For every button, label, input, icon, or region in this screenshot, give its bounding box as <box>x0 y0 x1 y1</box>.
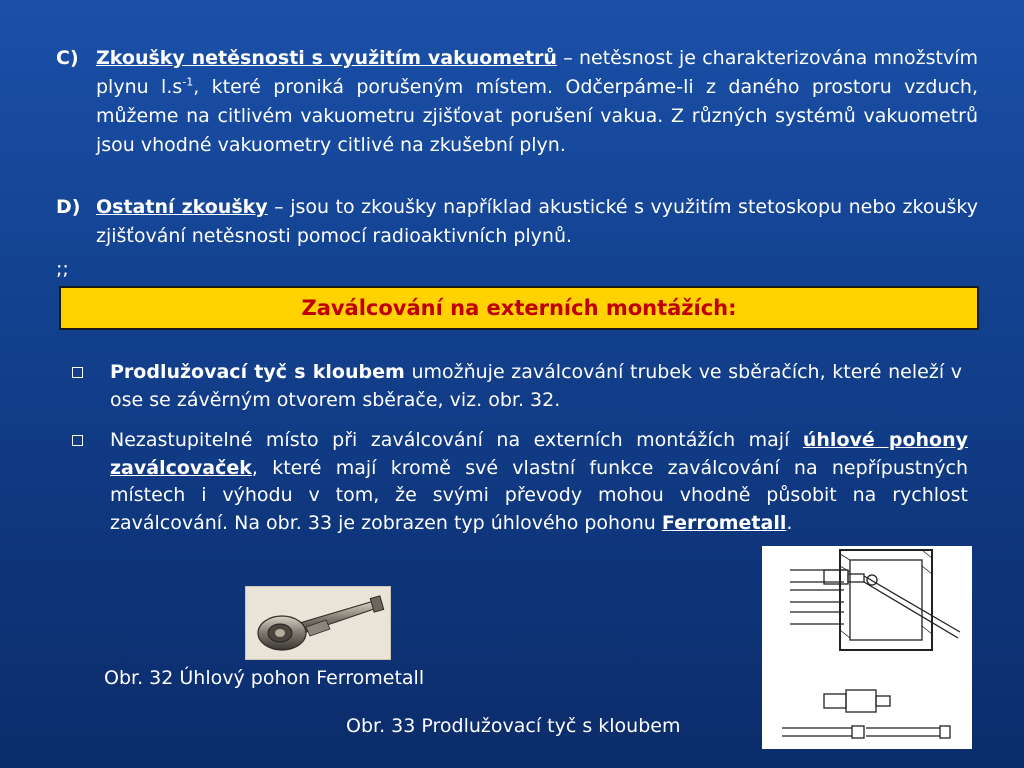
bullet-2-body-3: . <box>786 511 793 534</box>
item-d-title: Ostatní zkoušky <box>96 196 268 218</box>
item-c-body-1: – netěsnost je charakterizována množstvím plynu l.s <box>96 47 979 98</box>
item-c-superscript: -1 <box>182 75 194 89</box>
item-d-text <box>96 193 978 251</box>
dots-text: ;; <box>56 258 69 280</box>
item-d <box>56 193 978 251</box>
bullet-1-bold: Prodlužovací tyč s kloubem <box>110 361 405 383</box>
angle-drive-image <box>246 587 390 659</box>
bullet-2-text <box>110 427 968 537</box>
item-d-body: – jsou to zkoušky například akustické s využitím stetoskopu nebo zkoušky zjišťování netěsnosti pomocí radioaktivních plynů. <box>96 196 978 247</box>
item-c-body-2: , které proniká porušeným místem. Odčerpáme-li z daného prostoru vzduch, můžeme na citlivém vakuometru zjišťovat porušení vakua. Z různých systémů vakuometrů jsou vhodné vakuometry citlivé na zkušební plyn. <box>96 76 978 156</box>
item-c-title: Zkoušky netěsnosti s využitím vakuometrů <box>96 47 557 69</box>
angle-drive-photo <box>245 586 391 660</box>
bullet-2-body-1: Nezastupitelné místo při zaválcování na externích montážích mají <box>110 429 803 451</box>
section-banner <box>59 286 979 330</box>
bullet-2-body-2: , které mají kromě své vlastní funkce zaválcování na nepřípustných místech i výhodu v tom, že svými převody mohou vhodně působit na rychlost zaválcování. Na obr. 33 je zobrazen typ úhlového pohonu <box>110 456 968 534</box>
link-uhlove-pohony[interactable]: úhlové pohony zaválcovaček <box>110 429 968 479</box>
bullet-item-2 <box>72 427 968 537</box>
extension-rod-diagram <box>762 546 972 749</box>
section-banner-title: Zaválcování na externích montážích: <box>301 296 737 320</box>
item-c <box>56 44 978 160</box>
figure-33-caption: Obr. 33 Prodlužovací tyč s kloubem <box>346 715 681 737</box>
bullet-item-1 <box>72 359 962 414</box>
link-ferrometall[interactable]: Ferrometall <box>661 511 787 534</box>
checkbox-bullet-icon <box>72 367 83 378</box>
item-c-letter: C) <box>56 47 79 69</box>
item-d-letter: D) <box>56 196 81 218</box>
bullet-1-text <box>110 359 962 414</box>
item-c-text <box>96 44 978 160</box>
figure-32-caption: Obr. 32 Úhlový pohon Ferrometall <box>104 667 425 689</box>
bullet-1-body: umožňuje zaválcování trubek ve sběračích, které neleží v ose se závěrným otvorem sběrače, viz. obr. 32. <box>110 361 962 411</box>
checkbox-bullet-icon <box>72 435 83 446</box>
extension-rod-drawing <box>762 546 972 749</box>
